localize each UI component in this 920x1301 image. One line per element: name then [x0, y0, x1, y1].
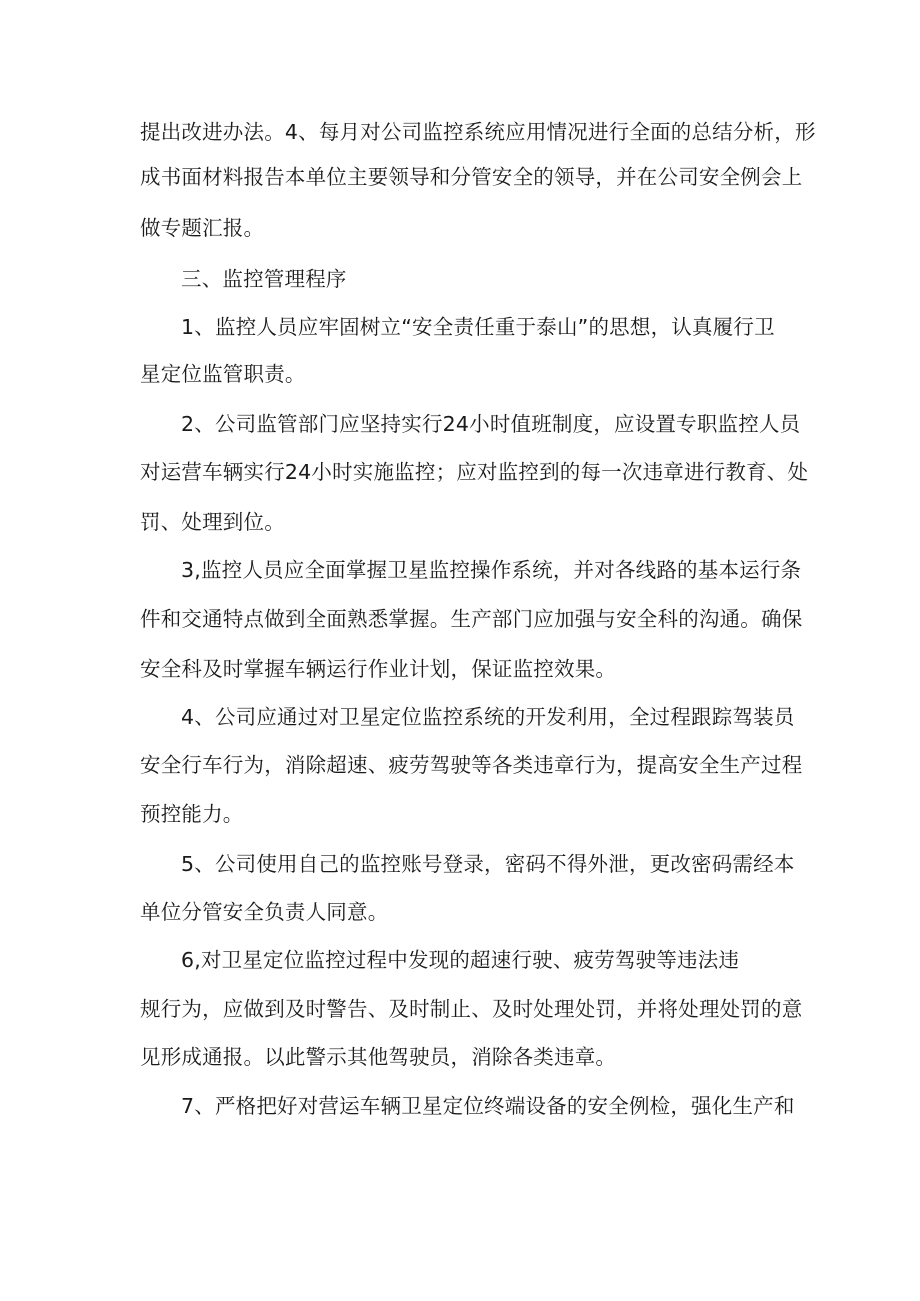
text-line: 做专题汇报。	[140, 216, 265, 240]
text-line: 罚、处理到位。	[140, 510, 285, 534]
section-heading: 三、监控管理程序	[181, 267, 347, 291]
text-line: 7、严格把好对营运车辆卫星定位终端设备的安全例检，强化生产和	[181, 1094, 795, 1118]
text-line: 2、公司监管部门应坚持实行24小时值班制度，应设置专职监控人员	[181, 412, 801, 436]
text-line: 规行为，应做到及时警告、及时制止、及时处理处罚，并将处理处罚的意	[140, 997, 803, 1021]
text-line: 6,对卫星定位监控过程中发现的超速行驶、疲劳驾驶等违法违	[181, 948, 740, 972]
text-line: 安全行车行为，消除超速、疲劳驾驶等各类违章行为，提高安全生产过程	[140, 753, 803, 777]
text-line: 1、监控人员应牢固树立“安全责任重于泰山”的思想，认真履行卫	[181, 315, 775, 339]
text-line: 见形成通报。以此警示其他驾驶员，消除各类违章。	[140, 1045, 617, 1069]
text-line: 星定位监管职责。	[140, 362, 306, 386]
text-line: 4、公司应通过对卫星定位监控系统的开发利用，全过程跟踪驾装员	[181, 705, 795, 729]
text-line: 单位分管安全负责人同意。	[140, 900, 389, 924]
text-line: 对运营车辆实行24小时实施监控；应对监控到的每一次违章进行教育、处	[140, 460, 809, 484]
text-line: 预控能力。	[140, 802, 244, 826]
text-line: 安全科及时掌握车辆运行作业计划，保证监控效果。	[140, 657, 617, 681]
text-line: 提出改进办法。4、每月对公司监控系统应用情况进行全面的总结分析，形	[140, 120, 816, 144]
text-line: 5、公司使用自己的监控账号登录，密码不得外泄，更改密码需经本	[181, 852, 795, 876]
text-line: 3,监控人员应全面掌握卫星监控操作系统，并对各线路的基本运行条	[181, 558, 802, 582]
text-line: 成书面材料报告本单位主要领导和分管安全的领导，并在公司安全例会上	[140, 165, 803, 189]
text-line: 件和交通特点做到全面熟悉掌握。生产部门应加强与安全科的沟通。确保	[140, 607, 803, 631]
